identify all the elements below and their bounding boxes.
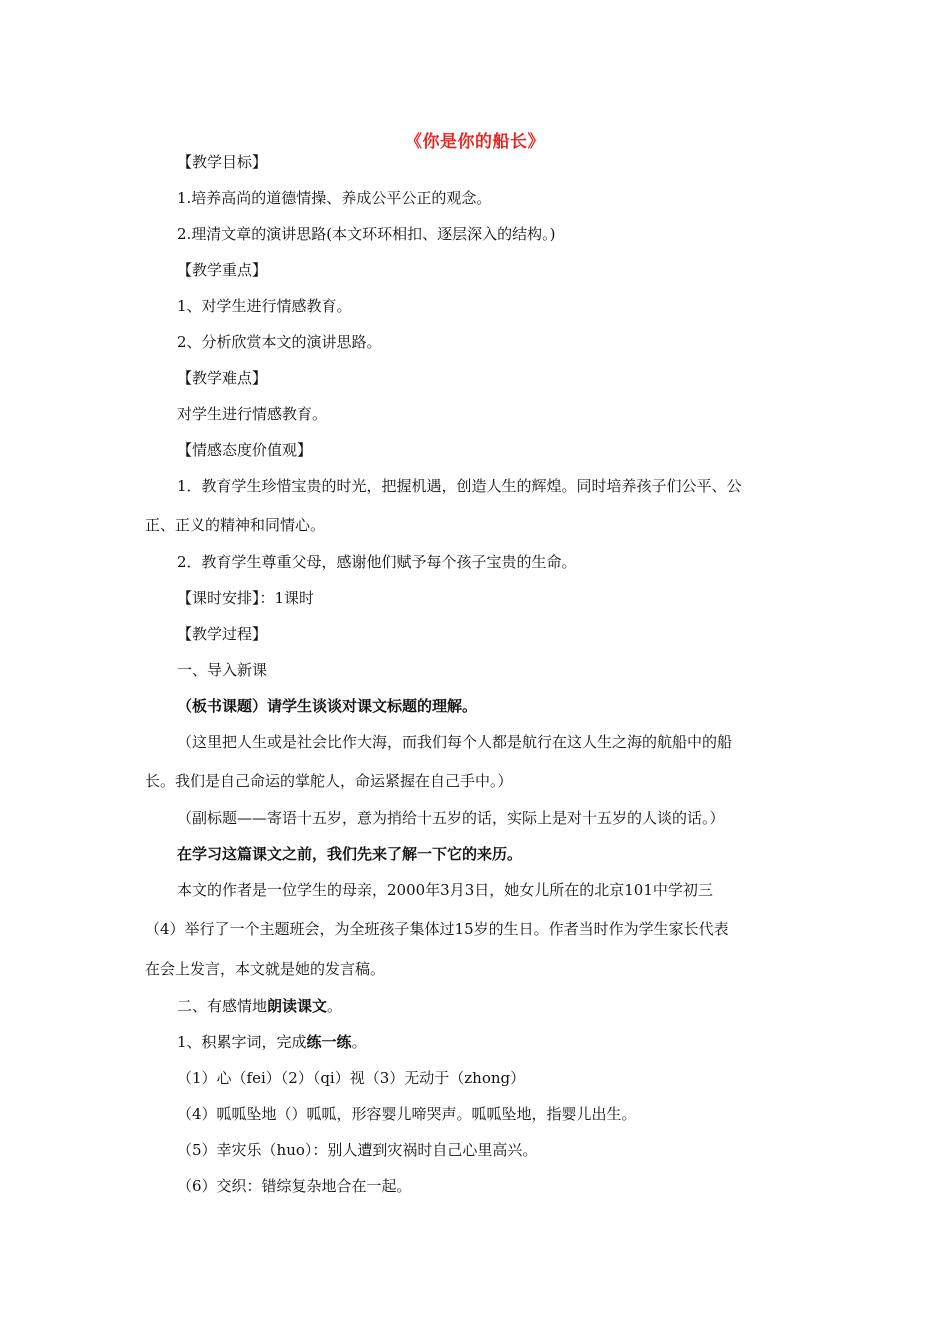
background-paragraph-line-3: 在会上发言，本文就是她的发言稿。 [145, 960, 386, 978]
background-paragraph-line-2: （4）举行了一个主题班会，为全班孩子集体过15岁的生日。作者当时作为学生家长代表 [145, 920, 729, 938]
heading-difficulties: 【教学难点】 [177, 369, 268, 387]
difficulty-text: 对学生进行情感教育。 [177, 405, 328, 423]
board-title-prompt: （板书课题）请学生谈谈对课文标题的理解。 [177, 697, 478, 715]
title-explanation: （这里把人生或是社会比作大海，而我们每个人都是航行在这人生之海的航船中的船 [177, 733, 733, 751]
title-explanation-continued: 长。我们是自己命运的掌舵人，命运紧握在自己手中。） [145, 772, 513, 790]
vocab-task-suffix: 。 [351, 1033, 367, 1051]
heading-teaching-goals: 【教学目标】 [177, 153, 268, 171]
vocab-item-1-3: （1）心（fei）（2）（qi）视（3）无动于（zhong） [177, 1069, 526, 1087]
heading-key-points: 【教学重点】 [177, 261, 268, 279]
key-point-1: 1、对学生进行情感教育。 [177, 297, 352, 315]
heading-schedule: 【课时安排】：1课时 [177, 589, 315, 607]
section-reading [177, 995, 342, 1017]
values-item-2: 2．教育学生尊重父母，感谢他们赋予每个孩子宝贵的生命。 [177, 553, 577, 571]
values-item-1-continued: 正、正义的精神和同情心。 [145, 516, 326, 534]
section-reading-suffix: 。 [327, 997, 343, 1015]
vocab-task [177, 1031, 367, 1053]
vocab-item-6: （6）交织：错综复杂地合在一起。 [177, 1177, 412, 1195]
vocab-item-4: （4）呱呱坠地（）呱呱，形容婴儿啼哭声。呱呱坠地，指婴儿出生。 [177, 1105, 637, 1123]
values-item-1: 1．教育学生珍惜宝贵的时光，把握机遇，创造人生的辉煌。同时培养孩子们公平、公 [177, 477, 742, 495]
goal-item-1: 1.培养高尚的道德情操、养成公平公正的观念。 [177, 189, 492, 207]
heading-process: 【教学过程】 [177, 625, 268, 643]
section-reading-bold: 朗读课文 [267, 997, 328, 1015]
section-introduction: 一、导入新课 [177, 661, 268, 679]
key-point-2: 2、分析欣赏本文的演讲思路。 [177, 333, 382, 351]
background-intro: 在学习这篇课文之前，我们先来了解一下它的来历。 [177, 845, 523, 863]
section-reading-prefix: 二、有感情地 [177, 997, 268, 1015]
vocab-task-prefix: 1、积累字词，完成 [177, 1033, 307, 1051]
goal-item-2: 2.理清文章的演讲思路(本文环环相扣、逐层深入的结构。) [177, 225, 556, 243]
subtitle-explanation: （副标题——寄语十五岁，意为捎给十五岁的话，实际上是对十五岁的人谈的话。） [177, 809, 725, 827]
heading-values: 【情感态度价值观】 [177, 441, 313, 459]
document-title: 《你是你的船长》 [405, 132, 545, 152]
vocab-item-5: （5）幸灾乐（huo）：别人遭到灾祸时自己心里高兴。 [177, 1141, 538, 1159]
vocab-task-bold: 练一练 [306, 1033, 352, 1051]
background-paragraph: 本文的作者是一位学生的母亲，2000年3月3日，她女儿所在的北京101中学初三 [177, 881, 713, 899]
